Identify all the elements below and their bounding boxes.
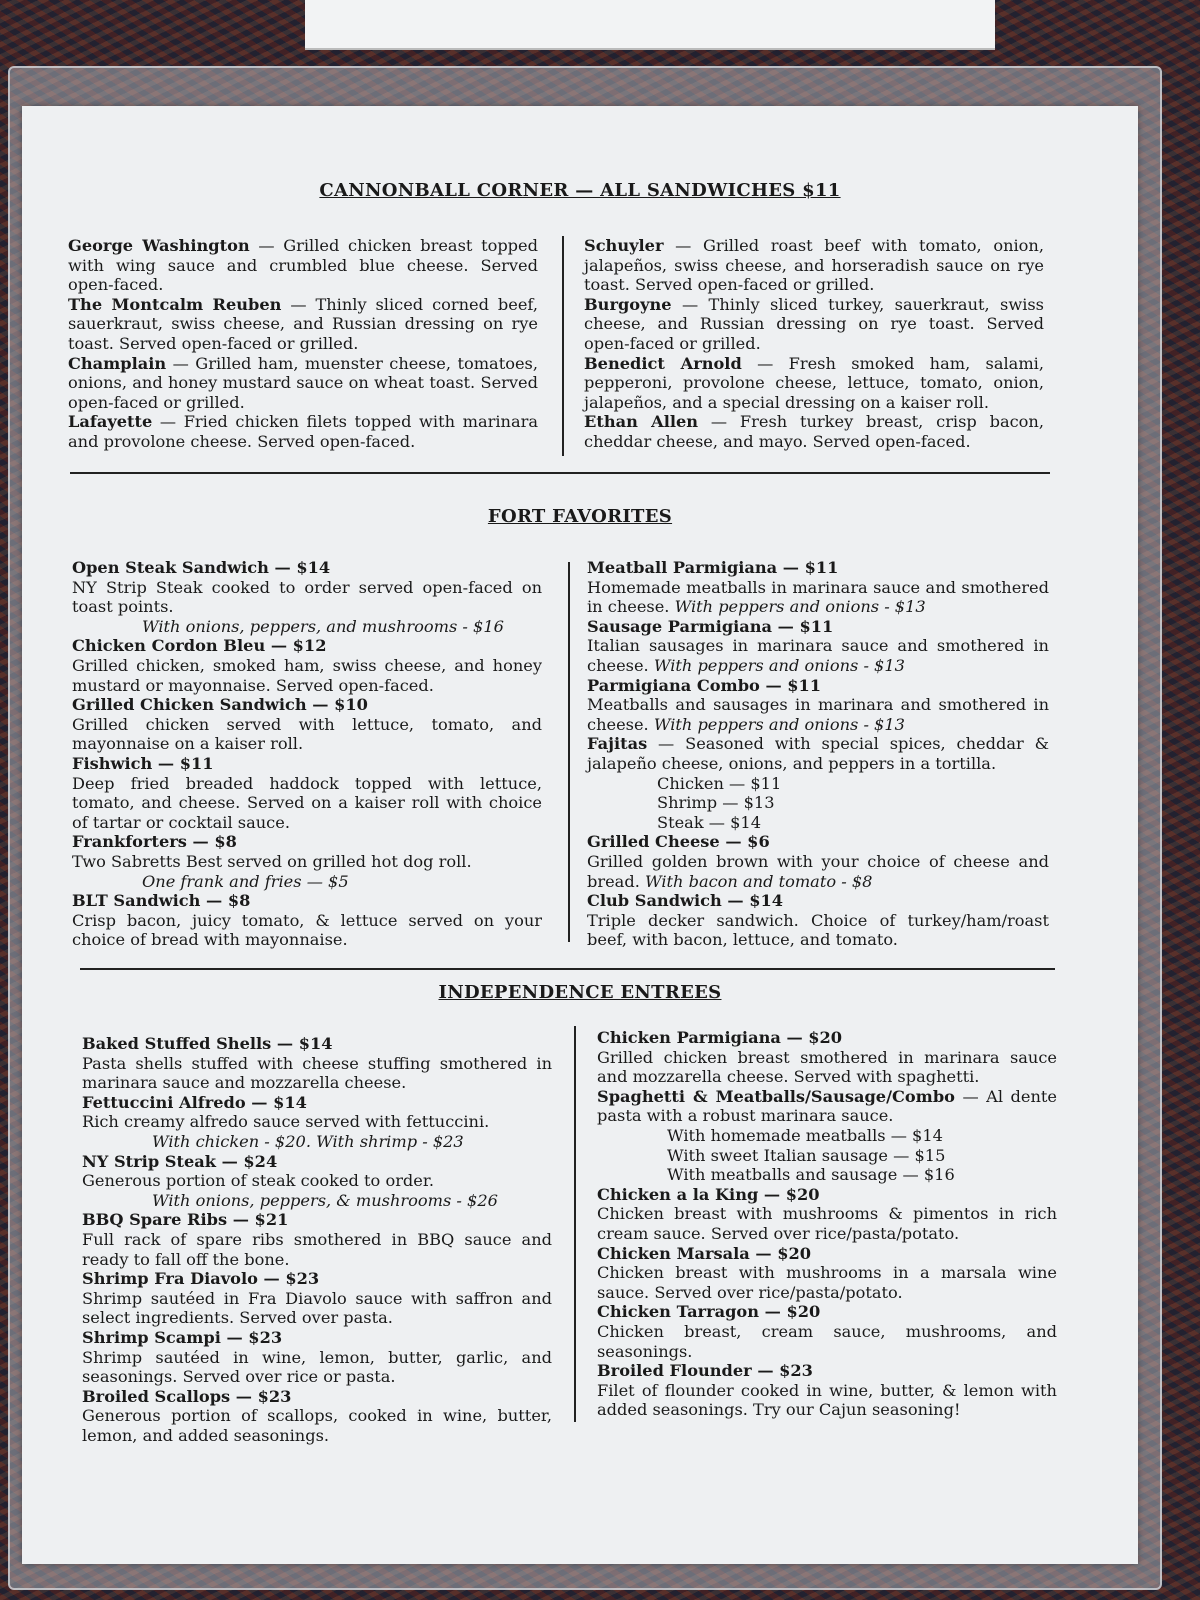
menu-item-description: Grilled chicken served with lettuce, tomato, and mayonnaise on a kaiser roll. <box>72 714 542 754</box>
menu-item-name: Shrimp Scampi — $23 <box>82 1327 283 1347</box>
menu-item-option: With chicken - $20. With shrimp - $23 <box>152 1131 464 1151</box>
menu-item-description: Thinly sliced corned beef, sauerkraut, swiss cheese, and Russian dressing on rye toast. Served open-faced or grilled. <box>68 294 538 353</box>
separator: — <box>647 734 686 754</box>
menu-item-name: George Washington <box>68 236 250 255</box>
menu-item-name: Chicken Cordon Bleu — $12 <box>72 636 327 656</box>
section-cannonball-left-column <box>68 236 538 452</box>
section-title-fort-favorites: FORT FAVORITES <box>487 506 673 527</box>
menu-item-name: Chicken Marsala — $20 <box>597 1243 812 1263</box>
menu-item-option: With bacon and tomato - $8 <box>645 871 873 891</box>
menu-item-name: Fishwich — $11 <box>72 753 214 773</box>
menu-item <box>82 1269 552 1328</box>
menu-item <box>68 412 538 451</box>
menu-item-description: Grilled golden brown with your choice of cheese and bread. <box>587 851 1049 891</box>
menu-item-description: Generous portion of steak cooked to order. <box>82 1171 434 1191</box>
menu-item <box>72 636 542 695</box>
menu-item-option: One frank and fries — $5 <box>142 871 349 891</box>
menu-item-name: Fajitas <box>587 734 648 754</box>
menu-item <box>597 1244 1057 1303</box>
menu-item-description: Grilled ham, muenster cheese, tomatoes, onions, and honey mustard sauce on wheat toast. Served open-faced or grilled. <box>68 353 538 412</box>
menu-item-description: Triple decker sandwich. Choice of turkey/ham/roast beef, with bacon, lettuce, and tomato. <box>587 910 1049 950</box>
menu-item-name: The Montcalm Reuben <box>68 294 282 314</box>
separator: — <box>671 294 709 314</box>
menu-item-name: Benedict Arnold <box>584 353 742 373</box>
section-fort-favorites-left-column <box>72 558 542 950</box>
menu-item-description: Shrimp sautéed in Fra Diavolo sauce with saffron and select ingredients. Served over pasta. <box>82 1288 552 1328</box>
menu-item-description: Full rack of spare ribs smothered in BBQ sauce and ready to fall off the bone. <box>82 1229 552 1269</box>
separator: — <box>741 353 789 373</box>
menu-item-name: Baked Stuffed Shells — $14 <box>82 1034 333 1053</box>
section-title-independence-entrees: INDEPENDENCE ENTREES <box>438 982 722 1003</box>
menu-item-name: Chicken Tarragon — $20 <box>597 1302 821 1322</box>
menu-item-name: Broiled Flounder — $23 <box>597 1361 813 1381</box>
menu-item <box>72 754 542 832</box>
menu-item-description: Shrimp sautéed in wine, lemon, butter, garlic, and seasonings. Served over rice or pasta. <box>82 1347 552 1387</box>
menu-item-name: Champlain <box>68 353 167 373</box>
separator: — <box>249 236 284 255</box>
menu-item-variant: Chicken — $11 <box>657 773 782 793</box>
menu-item-variant: Steak — $14 <box>657 812 762 832</box>
menu-item <box>587 558 1049 617</box>
menu-item <box>587 676 1049 735</box>
menu-item-name: Ethan Allen <box>584 412 699 432</box>
menu-item <box>597 1302 1057 1361</box>
menu-item <box>68 354 538 413</box>
separator: — <box>166 353 196 373</box>
section-cannonball-right-column <box>584 236 1044 452</box>
menu-item-description: Grilled chicken, smoked ham, swiss cheese, and honey mustard or mayonnaise. Served open-faced. <box>72 655 542 695</box>
menu-item-description: Crisp bacon, juicy tomato, & lettuce served on your choice of bread with mayonnaise. <box>72 910 542 950</box>
menu-item-name: Open Steak Sandwich — $14 <box>72 558 331 577</box>
menu-item <box>82 1152 552 1211</box>
menu-item-description: Thinly sliced turkey, sauerkraut, swiss cheese, and Russian dressing on rye toast. Served open-faced or grilled. <box>584 294 1044 353</box>
menu-item <box>82 1093 552 1152</box>
menu-item-variant: With meatballs and sausage — $16 <box>667 1165 955 1185</box>
menu-item-name: Shrimp Fra Diavolo — $23 <box>82 1269 320 1289</box>
menu-page <box>22 106 1138 1564</box>
menu-item <box>584 295 1044 354</box>
column-divider <box>574 1026 576 1422</box>
menu-item-description: NY Strip Steak cooked to order served open-faced on toast points. <box>72 577 542 617</box>
menu-item-name: Meatball Parmigiana — $11 <box>587 558 839 577</box>
menu-item-description: Filet of flounder cooked in wine, butter, & lemon with added seasonings. Try our Cajun seasoning! <box>597 1380 1057 1420</box>
section-divider <box>70 472 1050 474</box>
menu-item-name: Club Sandwich — $14 <box>587 891 783 911</box>
menu-item <box>72 832 542 891</box>
column-divider <box>568 562 570 942</box>
menu-item-description: Chicken breast, cream sauce, mushrooms, and seasonings. <box>597 1321 1057 1361</box>
menu-item-variant: Shrimp — $13 <box>657 793 775 813</box>
menu-item-option: With onions, peppers, and mushrooms - $16 <box>142 616 504 636</box>
menu-item <box>72 558 542 636</box>
section-independence-left-column <box>82 1034 552 1445</box>
menu-item-option: With peppers and onions - $13 <box>674 597 926 617</box>
menu-item-description: Chicken breast with mushrooms in a marsala wine sauce. Served over rice/pasta/potato. <box>597 1263 1057 1302</box>
menu-item <box>597 1028 1057 1087</box>
menu-item <box>587 891 1049 950</box>
menu-item-description: Homemade meatballs in marinara sauce and smothered in cheese. <box>587 577 1049 617</box>
menu-item-description: Grilled roast beef with tomato, onion, jalapeños, swiss cheese, and horseradish sauce on rye toast. Served open-faced or grilled. <box>584 236 1044 295</box>
menu-item-name: Fettuccini Alfredo — $14 <box>82 1092 307 1112</box>
section-divider <box>80 968 1055 970</box>
menu-item-name: Spaghetti & Meatballs/Sausage/Combo <box>597 1086 955 1106</box>
menu-item <box>68 295 538 354</box>
menu-item-description: Meatballs and sausages in marinara and smothered in cheese. <box>587 695 1049 734</box>
menu-item <box>82 1387 552 1446</box>
menu-item-name: Burgoyne <box>584 294 672 314</box>
menu-item-description: Grilled chicken breast smothered in marinara sauce and mozzarella cheese. Served with spaghetti. <box>597 1047 1057 1087</box>
menu-item-name: NY Strip Steak — $24 <box>82 1151 278 1171</box>
menu-item-name: Chicken Parmigiana — $20 <box>597 1028 843 1047</box>
menu-item-name: Sausage Parmigiana — $11 <box>587 616 834 636</box>
menu-item <box>597 1185 1057 1244</box>
menu-item <box>584 412 1044 451</box>
menu-item <box>82 1210 552 1269</box>
menu-item-description: Rich creamy alfredo sauce served with fettuccini. <box>82 1112 490 1132</box>
menu-item-variant: With homemade meatballs — $14 <box>667 1125 943 1145</box>
menu-item-variant: With sweet Italian sausage — $15 <box>667 1145 946 1165</box>
separator: — <box>698 412 740 432</box>
menu-item-name: Broiled Scallops — $23 <box>82 1386 292 1406</box>
menu-item-description: Fried chicken filets topped with marinara and provolone cheese. Served open-faced. <box>68 412 538 451</box>
menu-item-description: Generous portion of scallops, cooked in wine, butter, lemon, and added seasonings. <box>82 1406 552 1445</box>
menu-item <box>72 695 542 754</box>
menu-item <box>82 1328 552 1387</box>
menu-item-description: Grilled chicken breast topped with wing sauce and crumbled blue cheese. Served open-faced. <box>68 236 538 295</box>
menu-item-name: Parmigiana Combo — $11 <box>587 675 822 695</box>
menu-item <box>72 891 542 950</box>
menu-item-option: With onions, peppers, & mushrooms - $26 <box>152 1190 498 1210</box>
menu-item <box>82 1034 552 1093</box>
menu-item-description: Fresh smoked ham, salami, pepperoni, provolone cheese, lettuce, tomato, onion, jalapeños, and a special dressing on a kaiser roll. <box>584 353 1044 412</box>
menu-item-option: With peppers and onions - $13 <box>653 655 905 675</box>
menu-item-description: Pasta shells stuffed with cheese stuffing smothered in marinara sauce and mozzarella cheese. <box>82 1053 552 1093</box>
separator: — <box>663 236 703 255</box>
menu-item <box>584 354 1044 413</box>
menu-item-description: Two Sabretts Best served on grilled hot dog roll. <box>72 851 472 871</box>
menu-item-name: BBQ Spare Ribs — $21 <box>82 1210 289 1230</box>
menu-item <box>587 734 1049 832</box>
top-paper-edge <box>305 0 995 50</box>
section-independence-right-column <box>597 1028 1057 1420</box>
menu-item <box>587 617 1049 676</box>
menu-item <box>584 236 1044 295</box>
separator: — <box>954 1086 987 1106</box>
section-fort-favorites-right-column <box>587 558 1049 950</box>
menu-item-option: With peppers and onions - $13 <box>653 714 905 734</box>
menu-item-name: Grilled Chicken Sandwich — $10 <box>72 695 368 715</box>
menu-item-name: Grilled Cheese — $6 <box>587 832 770 852</box>
menu-item <box>587 832 1049 891</box>
column-divider <box>562 236 564 456</box>
menu-item <box>597 1087 1057 1185</box>
separator: — <box>152 412 184 432</box>
menu-item-name: Lafayette <box>68 412 153 432</box>
section-title-cannonball-corner: CANNONBALL CORNER — ALL SANDWICHES $11 <box>319 180 841 201</box>
menu-item-description: Al dente pasta with a robust marinara sauce. <box>597 1086 1057 1126</box>
menu-item-description: Seasoned with special spices, cheddar & jalapeño cheese, onions, and peppers in a tortilla. <box>587 734 1049 773</box>
menu-item <box>597 1361 1057 1420</box>
menu-item-description: Italian sausages in marinara sauce and smothered in cheese. <box>587 636 1049 675</box>
menu-item-description: Chicken breast with mushrooms & pimentos in rich cream sauce. Served over rice/pasta/potato. <box>597 1204 1057 1243</box>
separator: — <box>281 294 316 314</box>
menu-item-name: BLT Sandwich — $8 <box>72 891 251 911</box>
menu-item <box>68 236 538 295</box>
menu-item-description: Deep fried breaded haddock topped with lettuce, tomato, and cheese. Served on a kaiser roll with choice of tartar or cocktail sauce. <box>72 773 542 832</box>
menu-item-name: Frankforters — $8 <box>72 832 237 852</box>
menu-item-name: Chicken a la King — $20 <box>597 1184 820 1204</box>
menu-item-name: Schuyler <box>584 236 664 255</box>
menu-item-description: Fresh turkey breast, crisp bacon, cheddar cheese, and mayo. Served open-faced. <box>584 412 1044 451</box>
